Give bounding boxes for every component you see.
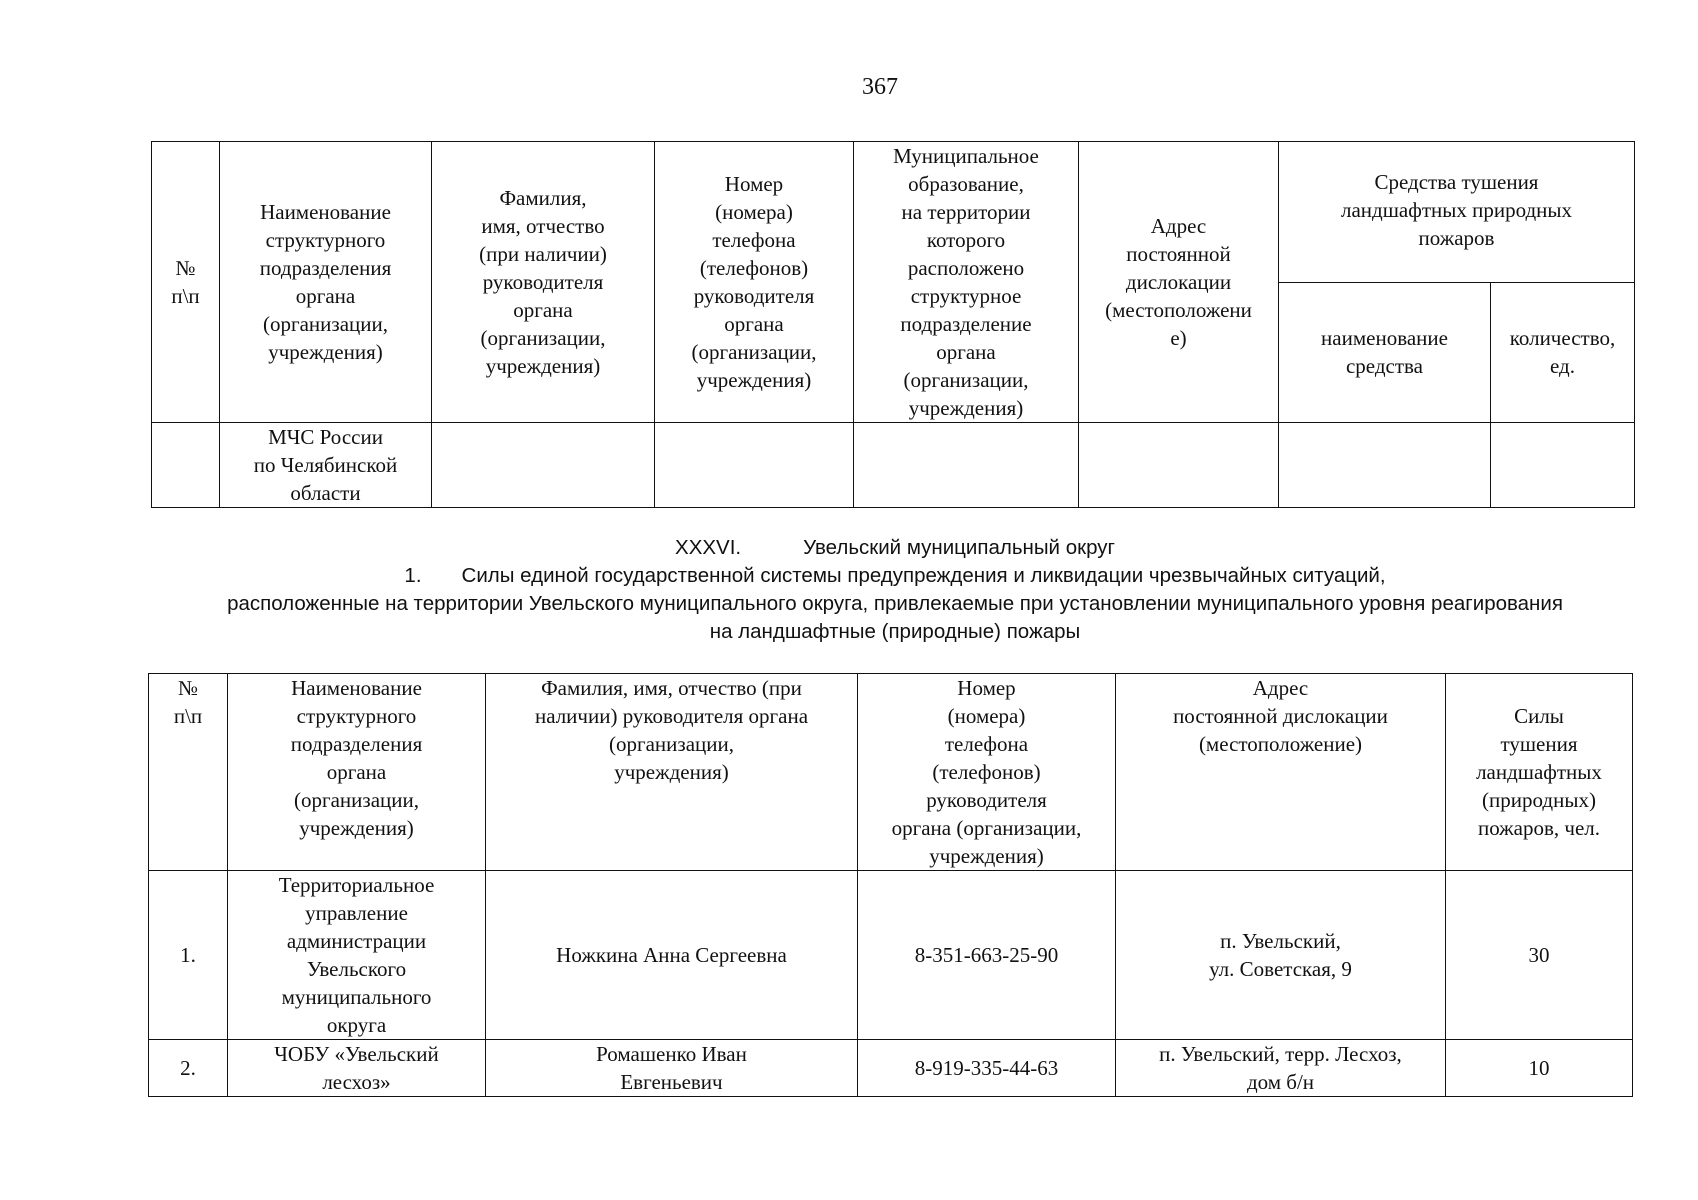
header-num: № п\п [152, 142, 220, 423]
header-subdivision-name: Наименование структурного подразделения органа (организации, учреждения) [228, 674, 486, 871]
page-number: 367 [862, 74, 898, 100]
cell-address: п. Увельский, ул. Советская, 9 [1116, 871, 1446, 1040]
table-row [152, 423, 1635, 508]
cell-phone: 8-351-663-25-90 [858, 871, 1116, 1040]
section-title-line [160, 534, 1630, 562]
section-number: XXXVI. [675, 536, 742, 559]
header-forces: Силы тушения ландшафтных (природных) пожаров, чел. [1446, 674, 1633, 871]
cell-head-name: Ножкина Анна Сергеевна [486, 871, 858, 1040]
header-phone: Номер (номера) телефона (телефонов) руководителя органа (организации, учреждения) [655, 142, 854, 423]
header-address: Адрес постоянной дислокации (местоположение) [1116, 674, 1446, 871]
cell-phone: 8-919-335-44-63 [858, 1040, 1116, 1097]
table-row [149, 871, 1633, 1040]
cell-address: п. Увельский, терр. Лесхоз, дом б/н [1116, 1040, 1446, 1097]
cell-subdivision-name: Территориальное управление администрации Увельского муниципального округа [228, 871, 486, 1040]
subsection-title-line3: на ландшафтные (природные) пожары [709, 620, 1081, 643]
subsection-title-line [160, 562, 1630, 590]
cell-num [152, 423, 220, 508]
header-phone: Номер (номера) телефона (телефонов) руководителя органа (организации, учреждения) [858, 674, 1116, 871]
cell-num: 2. [149, 1040, 228, 1097]
subsection-title-line2: расположенные на территории Увельского муниципального округа, привлекаемые при установлении муниципального уровня реагирования [227, 592, 1563, 615]
cell-head-name [432, 423, 655, 508]
header-means-name: наименование средства [1279, 282, 1491, 423]
header-municipality: Муниципальное образование, на территории которого расположено структурное подразделение органа (организации, учреждения) [854, 142, 1079, 423]
subsection-number: 1. [404, 564, 422, 587]
cell-address [1079, 423, 1279, 508]
table-uvelsky-forces [148, 673, 1633, 1097]
cell-means-name [1279, 423, 1491, 508]
section-title: Увельский муниципальный округ [803, 536, 1115, 559]
header-head-name: Фамилия, имя, отчество (при наличии) руководителя органа (организации, учреждения) [432, 142, 655, 423]
cell-subdivision-name: МЧС России по Челябинской области [220, 423, 432, 508]
table-row [149, 1040, 1633, 1097]
section-heading [160, 534, 1630, 646]
subsection-title-line1: Силы единой государственной системы предупреждения и ликвидации чрезвычайных ситуаций, [461, 564, 1386, 587]
cell-municipality [854, 423, 1079, 508]
header-means-count: количество, ед. [1491, 282, 1635, 423]
header-address: Адрес постоянной дислокации (местоположени е) [1079, 142, 1279, 423]
cell-forces: 10 [1446, 1040, 1633, 1097]
cell-means-count [1491, 423, 1635, 508]
header-head-name: Фамилия, имя, отчество (при наличии) руководителя органа (организации, учреждения) [486, 674, 858, 871]
header-num: № п\п [149, 674, 228, 871]
cell-num: 1. [149, 871, 228, 1040]
cell-forces: 30 [1446, 871, 1633, 1040]
header-means-group: Средства тушения ландшафтных природных пожаров [1279, 142, 1635, 283]
cell-subdivision-name: ЧОБУ «Увельский лесхоз» [228, 1040, 486, 1097]
cell-phone [655, 423, 854, 508]
header-subdivision-name: Наименование структурного подразделения органа (организации, учреждения) [220, 142, 432, 423]
cell-head-name: Ромашенко Иван Евгеньевич [486, 1040, 858, 1097]
table-mchs [151, 141, 1635, 508]
